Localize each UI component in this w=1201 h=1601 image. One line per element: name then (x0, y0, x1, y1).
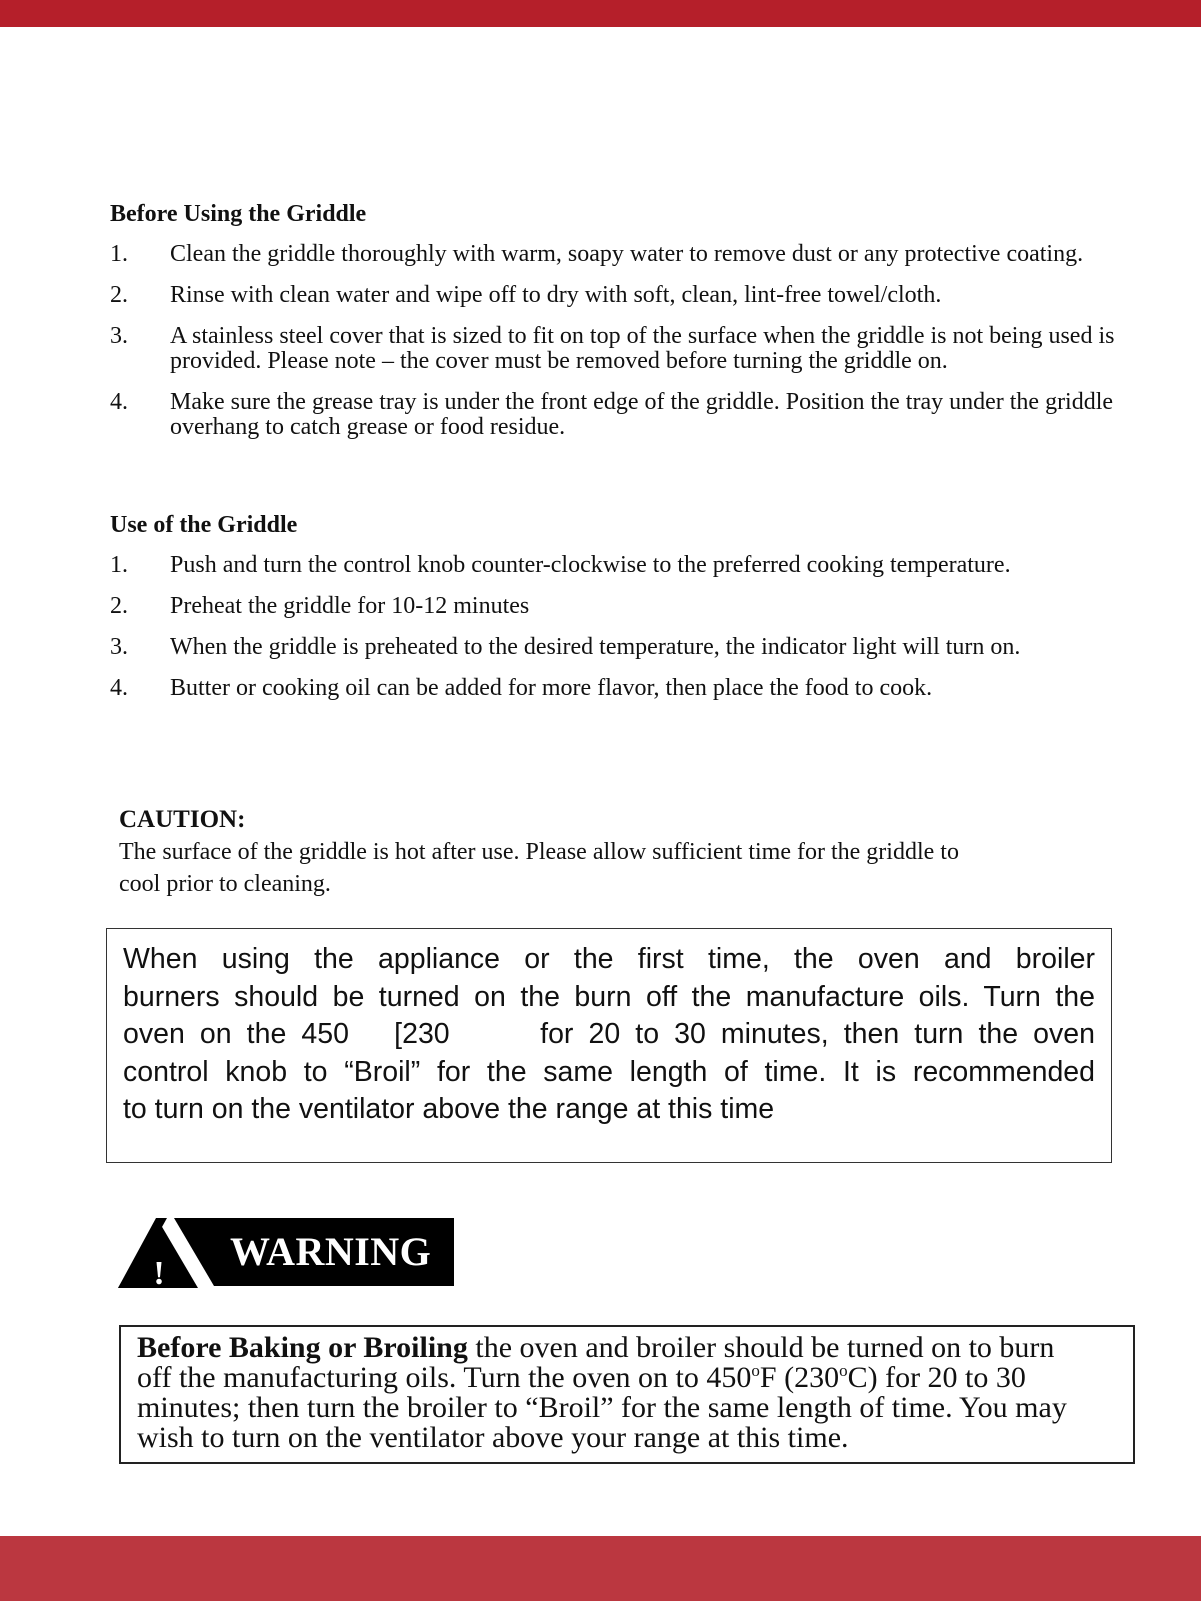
list-item (110, 676, 1130, 701)
warning-text-box (119, 1325, 1135, 1464)
top-color-bar (0, 0, 1201, 27)
caution-title: CAUTION: (119, 806, 246, 833)
list-item (110, 635, 1130, 660)
warning-label: WARNING (230, 1229, 432, 1274)
before-using-steps-list (110, 242, 1130, 456)
warning-line: wish to turn on the ventilator above your range at this time. (137, 1421, 849, 1454)
step-number: 1. (110, 241, 128, 267)
caution-line: cool prior to cleaning. (119, 871, 331, 897)
notice-line: burners should be turned on the burn off the manufacture oils. Turn the (123, 980, 1095, 1013)
list-item (110, 283, 1130, 308)
warning-line (137, 1363, 1121, 1393)
warning-line-part: C) for 20 to 30 (847, 1361, 1026, 1394)
degree-symbol: o (751, 1361, 760, 1380)
list-item (110, 594, 1130, 619)
warning-line-part: off the manufacturing oils. Turn the oven on to 450 (137, 1361, 752, 1394)
step-text: Clean the griddle thoroughly with warm, soapy water to remove dust or any protective coating. (170, 241, 1084, 267)
step-number: 2. (110, 593, 128, 619)
step-number: 2. (110, 282, 128, 308)
list-item (110, 324, 1130, 374)
use-of-griddle-heading: Use of the Griddle (110, 512, 298, 538)
list-item (110, 242, 1130, 267)
use-of-griddle-steps-list (110, 553, 1130, 717)
step-text: When the griddle is preheated to the desired temperature, the indicator light will turn on. (170, 634, 1021, 660)
warning-lead-text: Before Baking or Broiling (137, 1331, 468, 1364)
list-item (110, 553, 1130, 578)
warning-line: minutes; then turn the broiler to “Broil” for the same length of time. You may (137, 1391, 1067, 1424)
notice-line: to turn on the ventilator above the range at this time (123, 1093, 775, 1125)
bottom-color-bar (0, 1536, 1201, 1601)
step-number: 4. (110, 389, 128, 415)
warning-line (137, 1333, 1121, 1363)
first-use-notice-box (106, 928, 1112, 1163)
list-item (110, 390, 1130, 440)
step-number: 1. (110, 552, 128, 578)
step-number: 3. (110, 323, 128, 349)
notice-line: control knob to “Broil” for the same length of time. It is recommended (123, 1055, 1095, 1088)
caution-line: The surface of the griddle is hot after use. Please allow sufficient time for the griddle to (119, 839, 959, 865)
step-number: 3. (110, 634, 128, 660)
notice-line: oven on the 450 [230 for 20 to 30 minutes, then turn the oven (123, 1018, 1095, 1050)
step-text: Preheat the griddle for 10-12 minutes (170, 593, 530, 619)
exclamation-mark-icon: ! (153, 1255, 165, 1288)
caution-text (119, 836, 1079, 900)
step-text: Push and turn the control knob counter-clockwise to the preferred cooking temperature. (170, 552, 1011, 578)
before-using-heading: Before Using the Griddle (110, 201, 367, 227)
degree-symbol: o (839, 1361, 848, 1380)
step-text: Butter or cooking oil can be added for more flavor, then place the food to cook. (170, 675, 933, 701)
step-text: Make sure the grease tray is under the front edge of the griddle. Position the tray under the griddle overhang to catch grease or food residue. (170, 389, 1114, 440)
step-number: 4. (110, 675, 128, 701)
warning-line-part: F (230 (759, 1361, 840, 1394)
warning-line-rest: the oven and broiler should be turned on to burn (467, 1331, 1055, 1364)
step-text: A stainless steel cover that is sized to fit on top of the surface when the griddle is not being used is provided. Please note – the cover must be removed before turning the griddle on. (170, 323, 1115, 374)
step-text: Rinse with clean water and wipe off to dry with soft, clean, lint-free towel/cloth. (170, 282, 942, 308)
notice-line: When using the appliance or the first time, the oven and broiler (123, 943, 1095, 975)
